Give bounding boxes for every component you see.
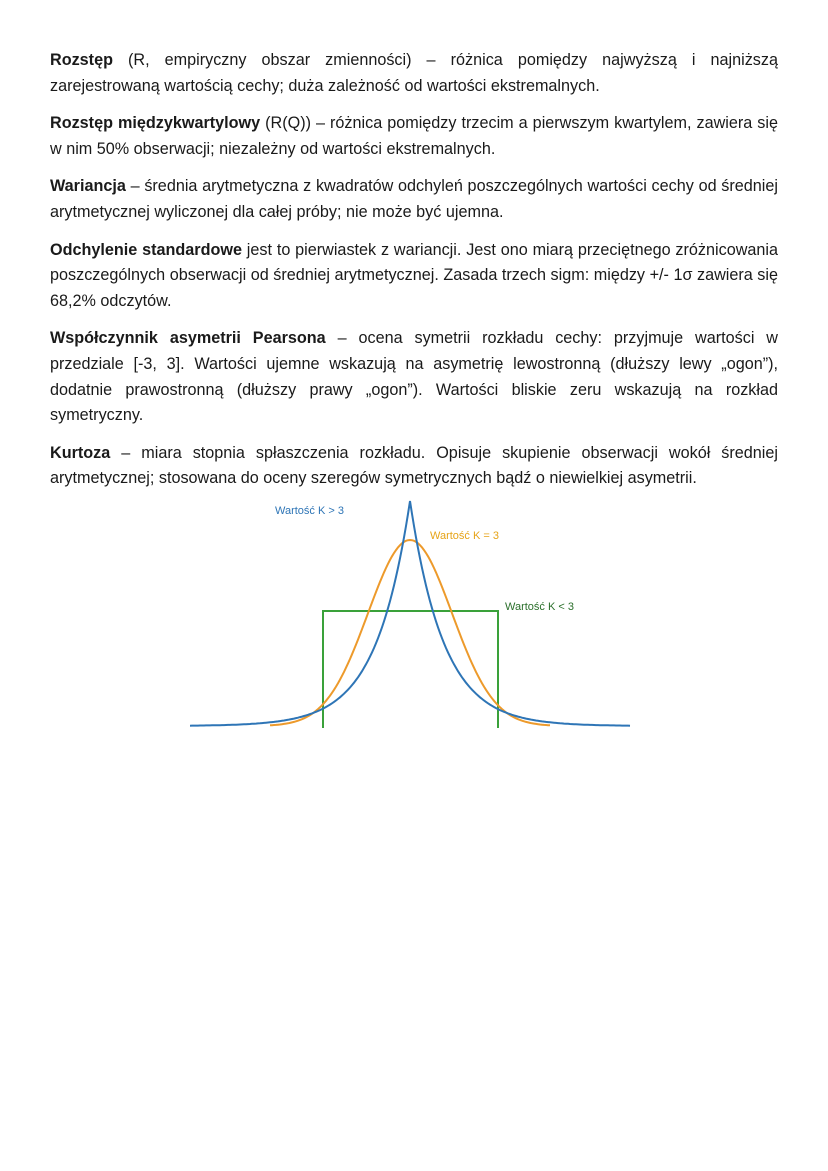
document-body [50, 48, 778, 504]
kurtosis-diagram [190, 496, 635, 736]
leptokurtic-curve [190, 501, 630, 726]
paragraph-asymetria [50, 326, 778, 428]
paragraph-rozstep-miedzykwartylowy [50, 111, 778, 162]
definition: – ocena symetrii rozkładu cechy: przyjmuje wartości w przedziale [-3, 3]. Wartości ujemne wskazują na asymetrię lewostronną (dłuższy lewy „ogon”), dodatnie prawostronną (dłuższy prawy „ogon”). Wartości bliskie zeru wskazują na rozkład symetryczny. [50, 329, 778, 425]
term: Współczynnik asymetrii Pearsona [50, 329, 326, 348]
kurtosis-figure [190, 496, 635, 736]
term: Odchylenie standardowe [50, 240, 242, 259]
term: Kurtoza [50, 443, 111, 462]
paragraph-odchylenie [50, 238, 778, 315]
term: Wariancja [50, 177, 126, 196]
label-k-greater-3: Wartość K > 3 [275, 505, 344, 517]
definition: – średnia arytmetyczna z kwadratów odchyleń poszczególnych wartości cechy od średniej arytmetycznej wyliczonej dla całej próby; nie może być ujemna. [50, 177, 778, 221]
paragraph-kurtoza [50, 441, 778, 492]
platykurtic-curve [323, 611, 498, 728]
label-k-equal-3: Wartość K = 3 [430, 530, 499, 542]
definition: (R, empiryczny obszar zmienności) – różnica pomiędzy najwyższą i najniższą zarejestrowaną wartością cechy; duża zależność od wartości ekstremalnych. [50, 51, 778, 95]
definition: jest to pierwiastek z wariancji. Jest ono miarą przeciętnego zróżnicowania poszczególnych obserwacji od średniej arytmetycznej. Zasada trzech sigm: między +/- 1σ zawiera się 68,2% odczytów. [50, 240, 778, 310]
normal-curve [270, 540, 550, 725]
term: Rozstęp [50, 51, 113, 69]
label-k-less-3: Wartość K < 3 [505, 601, 574, 613]
definition: (R(Q)) – różnica pomiędzy trzecim a pierwszym kwartylem, zawiera się w nim 50% obserwacji; niezależny od wartości ekstremalnych. [50, 114, 778, 158]
definition: – miara stopnia spłaszczenia rozkładu. Opisuje skupienie obserwacji wokół średniej arytmetycznej; stosowana do oceny szeregów symetrycznych bądź o niewielkiej asymetrii. [50, 443, 778, 488]
paragraph-wariancja [50, 174, 778, 225]
term: Rozstęp międzykwartylowy [50, 114, 261, 133]
paragraph-rozstep [50, 48, 778, 99]
